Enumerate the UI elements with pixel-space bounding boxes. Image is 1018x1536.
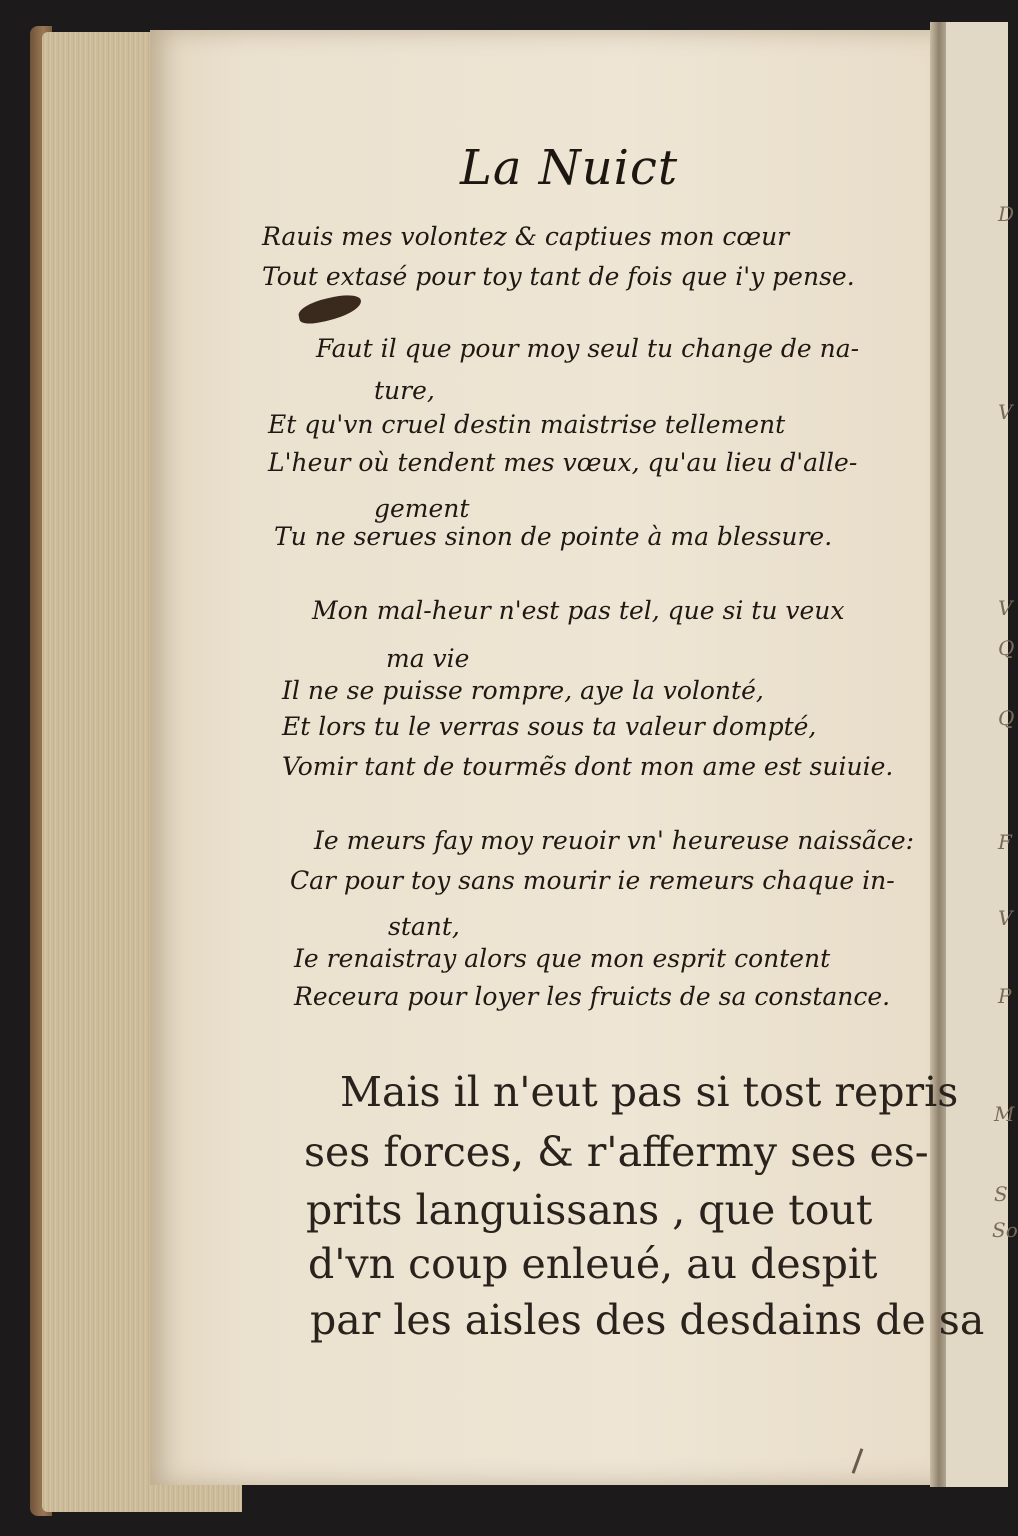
verse-line: Vomir tant de tourmẽs dont mon ame est suiuie.	[282, 752, 894, 781]
verse-line: Tu ne serues sinon de pointe à ma blessure.	[274, 522, 833, 551]
prose-line: prits languissans , que tout	[306, 1186, 873, 1234]
prose-line: d'vn coup enleué, au despit	[308, 1240, 878, 1288]
facing-page-glyph: S	[994, 1182, 1008, 1206]
verse-line: Car pour toy sans mourir ie remeurs chaque in-	[290, 866, 895, 895]
facing-page-glyph: M	[994, 1102, 1015, 1126]
prose-line: par les aisles des desdains de sa	[310, 1296, 985, 1344]
running-title: La Nuict	[460, 140, 679, 196]
verse-line: Et lors tu le verras sous ta valeur dompté,	[282, 712, 817, 741]
facing-page-glyph: Q	[998, 636, 1015, 660]
verse-line: Rauis mes volontez & captiues mon cœur	[262, 222, 790, 251]
facing-page-glyph: V	[998, 596, 1013, 620]
facing-page-edge	[946, 22, 1018, 1487]
verse-line: Il ne se puisse rompre, aye la volonté,	[282, 676, 764, 705]
prose-line: ses forces, & r'affermy ses es-	[304, 1128, 929, 1176]
prose-line: Mais il n'eut pas si tost repris	[340, 1068, 959, 1116]
facing-page-glyph: So	[992, 1218, 1018, 1242]
verse-line: Receura pour loyer les fruicts de sa constance.	[294, 982, 891, 1011]
verse-line: ture,	[374, 376, 435, 405]
facing-page-glyph: V	[998, 906, 1013, 930]
facing-page-glyph: V	[998, 400, 1013, 424]
verse-line: ma vie	[386, 644, 470, 673]
facing-page-glyph: F	[998, 830, 1012, 854]
verse-line: L'heur où tendent mes vœux, qu'au lieu d'alle-	[268, 448, 858, 477]
verse-line: Ie meurs fay moy reuoir vn' heureuse naissãce:	[314, 826, 915, 855]
verse-line: gement	[374, 494, 470, 523]
verse-line: Ie renaistray alors que mon esprit content	[294, 944, 831, 973]
verse-line: Et qu'vn cruel destin maistrise tellement	[268, 410, 786, 439]
verse-line: stant,	[388, 912, 460, 941]
verse-line: Faut il que pour moy seul tu change de na-	[316, 334, 860, 363]
facing-page-glyph: P	[998, 984, 1012, 1008]
verse-line: Tout extasé pour toy tant de fois que i'y pense.	[262, 262, 855, 291]
verse-line: Mon mal-heur n'est pas tel, que si tu veux	[312, 596, 845, 625]
facing-page-glyph: D	[998, 202, 1015, 226]
facing-page-glyph: Q	[998, 706, 1015, 730]
